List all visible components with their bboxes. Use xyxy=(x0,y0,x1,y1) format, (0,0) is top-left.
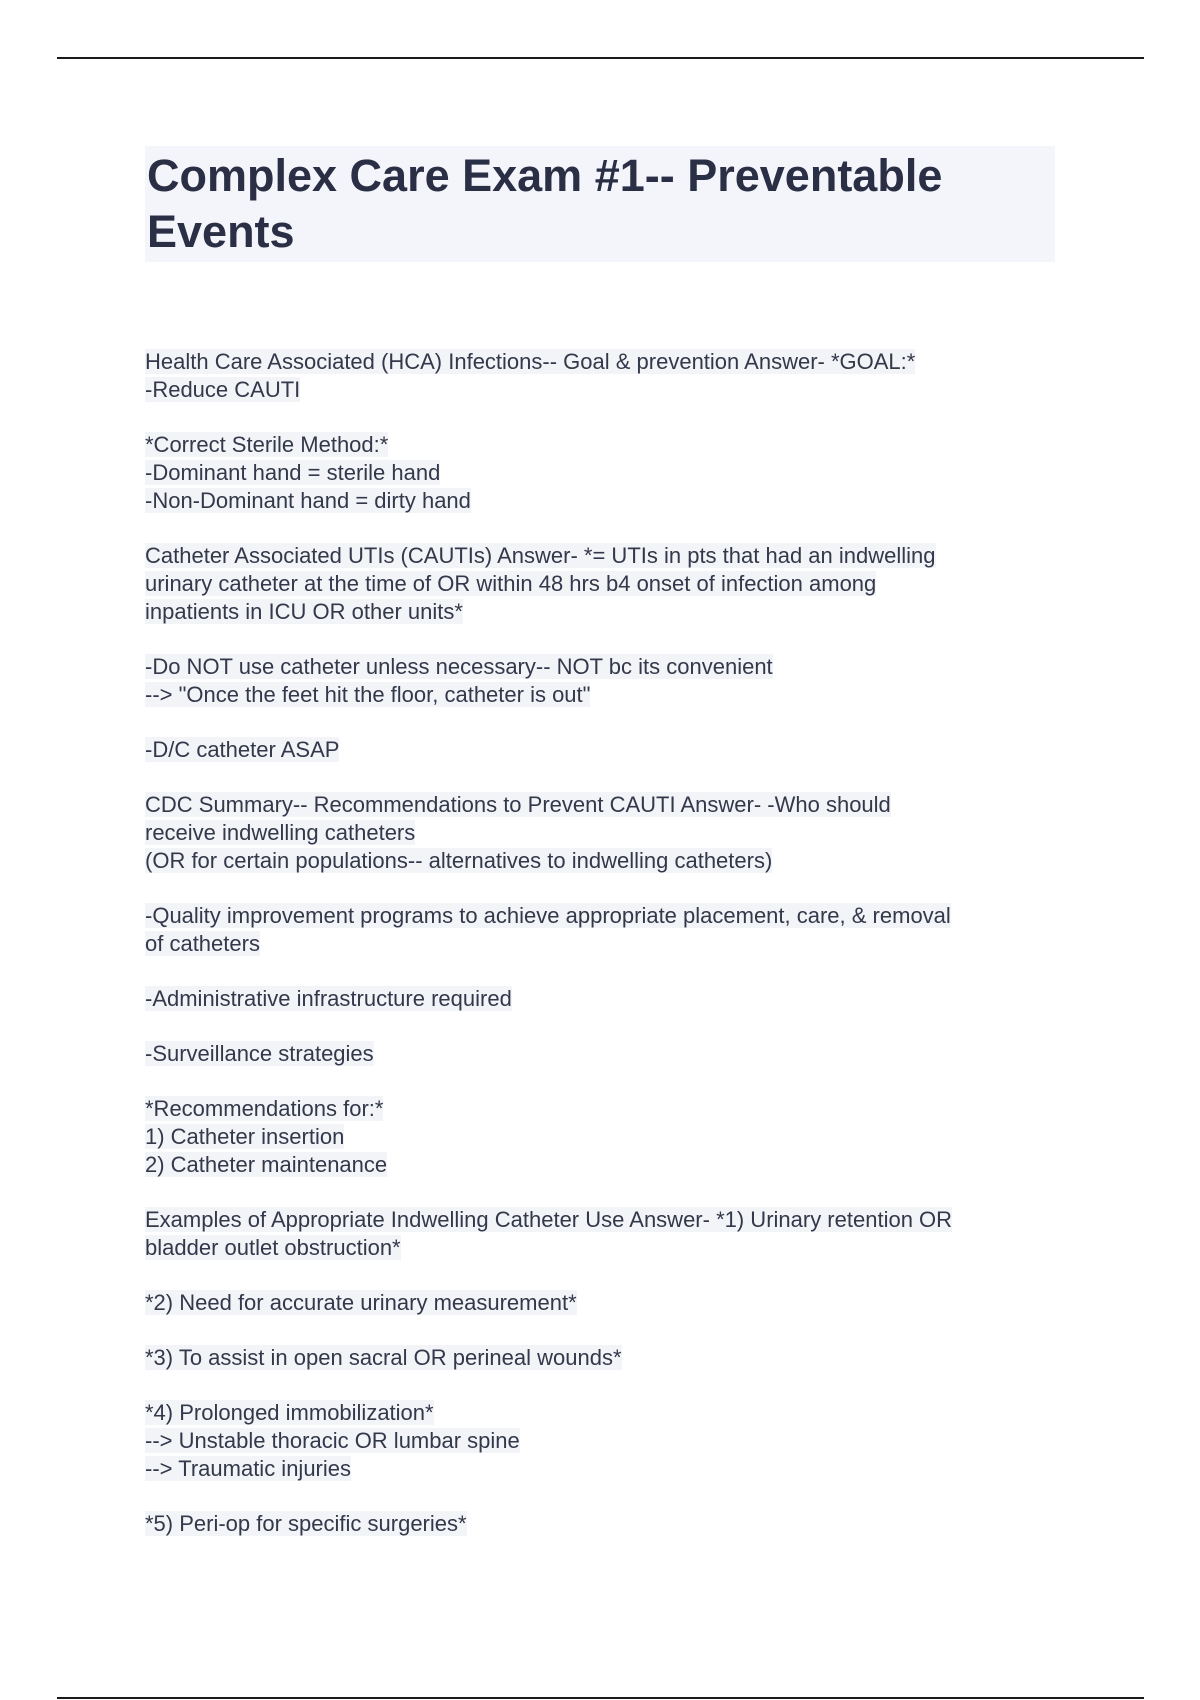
paragraph xyxy=(145,431,1065,515)
text-line-content: -Administrative infrastructure required xyxy=(145,986,512,1011)
text-line xyxy=(145,1399,1065,1427)
text-line-content: -Dominant hand = sterile hand xyxy=(145,460,441,485)
text-line-content: CDC Summary-- Recommendations to Prevent CAUTI Answer- -Who should xyxy=(145,792,891,817)
text-line xyxy=(145,653,1065,681)
text-line-content: -Reduce CAUTI xyxy=(145,377,301,402)
document-title: Complex Care Exam #1-- Preventable Events xyxy=(147,150,943,257)
text-line xyxy=(145,1040,1065,1068)
paragraph xyxy=(145,1399,1065,1483)
text-line-content: *3) To assist in open sacral OR perineal wounds* xyxy=(145,1345,622,1370)
text-line-content: *Correct Sterile Method:* xyxy=(145,432,389,457)
text-line xyxy=(145,1289,1065,1317)
text-line xyxy=(145,1234,1065,1262)
text-line xyxy=(145,736,1065,764)
text-line-content: 1) Catheter insertion xyxy=(145,1124,345,1149)
text-line-content: Catheter Associated UTIs (CAUTIs) Answer- *= UTIs in pts that had an indwelling xyxy=(145,543,936,568)
text-line-content: inpatients in ICU OR other units* xyxy=(145,599,463,624)
paragraph xyxy=(145,1289,1065,1317)
text-line xyxy=(145,847,1065,875)
text-line xyxy=(145,542,1065,570)
text-line xyxy=(145,1510,1065,1538)
text-line-content: -Quality improvement programs to achieve appropriate placement, care, & removal xyxy=(145,903,951,928)
text-line xyxy=(145,1455,1065,1483)
top-rule xyxy=(57,57,1144,59)
text-line xyxy=(145,570,1065,598)
text-line xyxy=(145,902,1065,930)
text-line-content: receive indwelling catheters xyxy=(145,820,416,845)
text-line xyxy=(145,431,1065,459)
text-line xyxy=(145,1206,1065,1234)
text-line-content: -D/C catheter ASAP xyxy=(145,737,340,762)
paragraph xyxy=(145,542,1065,626)
text-line-content: -Non-Dominant hand = dirty hand xyxy=(145,488,471,513)
text-line xyxy=(145,819,1065,847)
text-line-content: *2) Need for accurate urinary measurement* xyxy=(145,1290,577,1315)
paragraph xyxy=(145,1344,1065,1372)
text-line xyxy=(145,376,1065,404)
paragraph xyxy=(145,1040,1065,1068)
text-line-content: --> Traumatic injuries xyxy=(145,1456,352,1481)
text-line-content: Health Care Associated (HCA) Infections-- Goal & prevention Answer- *GOAL:* xyxy=(145,349,916,374)
text-line xyxy=(145,1123,1065,1151)
paragraph xyxy=(145,791,1065,875)
text-line xyxy=(145,930,1065,958)
document-page xyxy=(145,146,1065,1565)
text-line-content: *Recommendations for:* xyxy=(145,1096,384,1121)
paragraph xyxy=(145,653,1065,709)
document-body xyxy=(145,348,1065,1538)
text-line-content: *4) Prolonged immobilization* xyxy=(145,1400,434,1425)
text-line xyxy=(145,487,1065,515)
text-line xyxy=(145,1427,1065,1455)
text-line-content: --> Unstable thoracic OR lumbar spine xyxy=(145,1428,520,1453)
text-line-content: --> "Once the feet hit the floor, catheter is out" xyxy=(145,682,591,707)
text-line xyxy=(145,459,1065,487)
text-line xyxy=(145,791,1065,819)
text-line xyxy=(145,681,1065,709)
text-line xyxy=(145,348,1065,376)
text-line xyxy=(145,985,1065,1013)
text-line-content: *5) Peri-op for specific surgeries* xyxy=(145,1511,467,1536)
paragraph xyxy=(145,1206,1065,1262)
paragraph xyxy=(145,902,1065,958)
text-line xyxy=(145,598,1065,626)
text-line xyxy=(145,1095,1065,1123)
paragraph xyxy=(145,985,1065,1013)
text-line xyxy=(145,1344,1065,1372)
text-line-content: (OR for certain populations-- alternatives to indwelling catheters) xyxy=(145,848,773,873)
text-line-content: bladder outlet obstruction* xyxy=(145,1235,401,1260)
paragraph xyxy=(145,1510,1065,1538)
text-line-content: -Surveillance strategies xyxy=(145,1041,374,1066)
text-line-content: Examples of Appropriate Indwelling Catheter Use Answer- *1) Urinary retention OR xyxy=(145,1207,953,1232)
text-line xyxy=(145,1151,1065,1179)
text-line-content: of catheters xyxy=(145,931,260,956)
text-line-content: urinary catheter at the time of OR within 48 hrs b4 onset of infection among xyxy=(145,571,877,596)
text-line-content: 2) Catheter maintenance xyxy=(145,1152,388,1177)
bottom-rule xyxy=(57,1697,1144,1699)
paragraph xyxy=(145,736,1065,764)
paragraph xyxy=(145,348,1065,404)
text-line-content: -Do NOT use catheter unless necessary-- NOT bc its convenient xyxy=(145,654,773,679)
title-block xyxy=(145,146,1055,262)
paragraph xyxy=(145,1095,1065,1179)
